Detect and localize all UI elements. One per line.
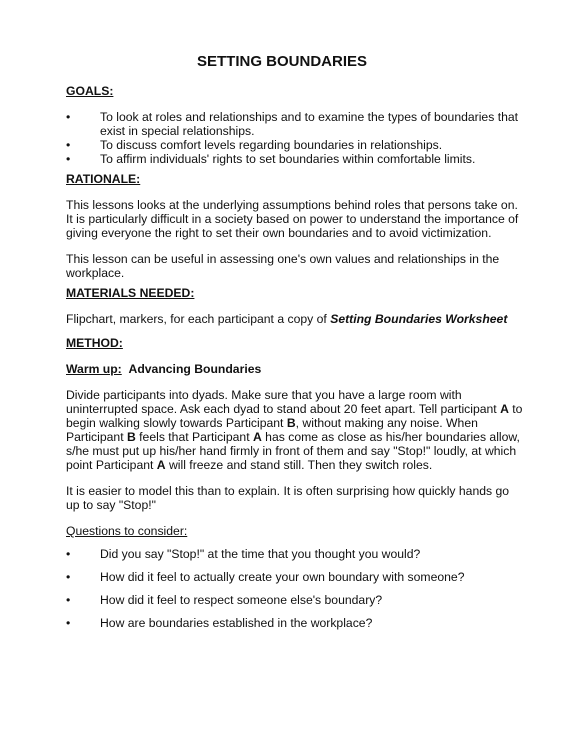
participant-label: B (126, 430, 136, 444)
method-paragraph (66, 388, 524, 472)
text-run: , without making any noise. When Participant (66, 416, 478, 444)
goal-item (66, 110, 524, 138)
goals-heading: GOALS: (66, 84, 114, 98)
question-text: How are boundaries established in the workplace? (100, 616, 373, 630)
rationale-heading: RATIONALE: (66, 172, 141, 186)
warmup-title: Advancing Boundaries (128, 362, 262, 376)
bullet-icon: • (66, 616, 71, 630)
bullet-icon: • (66, 152, 71, 166)
materials-text: Flipchart, markers, for each participant a copy of (66, 312, 331, 326)
text-run: has come as close as his/her boundaries allow, s/he must put up his/her hand firmly in front of them and say "Stop!" loudly, at which point Participant (66, 430, 520, 472)
question-text: How did it feel to respect someone else's boundary? (100, 593, 383, 607)
questions-heading: Questions to consider: (66, 524, 188, 538)
question-item (66, 616, 524, 630)
goal-item (66, 152, 524, 166)
question-text: Did you say "Stop!" at the time that you thought you would? (100, 547, 421, 561)
question-item (66, 593, 524, 607)
question-item (66, 547, 524, 561)
goal-text: To affirm individuals' rights to set boundaries within comfortable limits. (100, 152, 476, 166)
bullet-icon: • (66, 593, 71, 607)
text-run: Divide participants into dyads. Make sure that you have a large room with uninterrupted space. Ask each dyad to stand about 20 feet apart. Tell participant (66, 388, 501, 416)
goal-text: To look at roles and relationships and to examine the types of boundaries that exist in special relationships. (100, 110, 519, 138)
text-run: feels that Participant (135, 430, 253, 444)
bullet-icon: • (66, 138, 71, 152)
goals-list (66, 110, 524, 166)
participant-label: A (252, 430, 262, 444)
bullet-icon: • (66, 547, 71, 561)
method-heading: METHOD: (66, 336, 123, 350)
method-paragraph: It is easier to model this than to explain. It is often surprising how quickly hands go up to say "Stop!" (66, 484, 510, 512)
participant-label: A (156, 458, 166, 472)
worksheet-name: Setting Boundaries Worksheet (330, 312, 508, 326)
goal-text: To discuss comfort levels regarding boundaries in relationships. (100, 138, 443, 152)
page-title: SETTING BOUNDARIES (196, 53, 367, 70)
materials-section (66, 286, 524, 326)
goals-section (66, 84, 524, 166)
text-run: to begin walking slowly towards Participant (66, 402, 523, 430)
question-text: How did it feel to actually create your own boundary with someone? (100, 570, 465, 584)
materials-heading: MATERIALS NEEDED: (66, 286, 195, 300)
questions-list (66, 547, 524, 630)
rationale-paragraph: This lessons looks at the underlying assumptions behind roles that persons take on. It is particularly difficult in a society based on power to understand the importance of giving everyone the right to set their own boundaries and to avoid victimization. (66, 198, 519, 240)
materials-paragraph (66, 312, 524, 326)
rationale-section (66, 172, 524, 280)
question-item (66, 570, 524, 584)
rationale-paragraph: This lesson can be useful in assessing one's own values and relationships in the workplace. (66, 252, 500, 280)
goal-item (66, 138, 524, 152)
method-section (66, 336, 524, 512)
warmup-label: Warm up: (66, 362, 122, 376)
text-run: will freeze and stand still. Then they switch roles. (165, 458, 433, 472)
bullet-icon: • (66, 570, 71, 584)
warmup-heading (66, 362, 524, 376)
bullet-icon: • (66, 110, 71, 124)
participant-label: A (500, 402, 509, 416)
participant-label: B (286, 416, 296, 430)
questions-section (66, 524, 524, 639)
